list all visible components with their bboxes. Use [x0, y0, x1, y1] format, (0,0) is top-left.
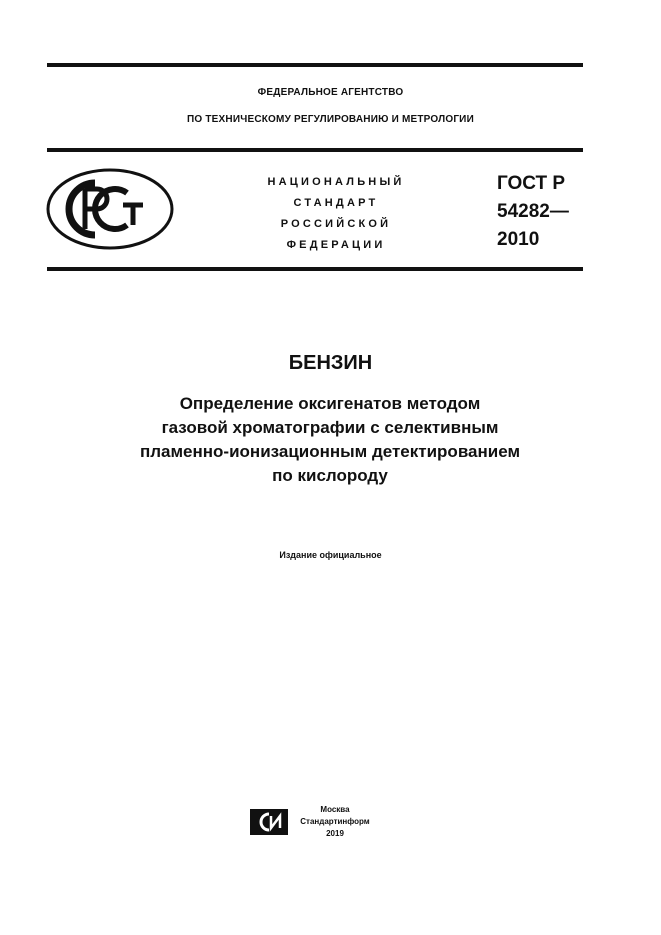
- subtitle-line: по кислороду: [272, 466, 388, 485]
- standartinform-logo-icon: [249, 808, 289, 836]
- edition-label: Издание официальное: [279, 550, 382, 560]
- agency-line-2: ПО ТЕХНИЧЕСКОМУ РЕГУЛИРОВАНИЮ И МЕТРОЛОГИИ: [187, 114, 474, 125]
- national-standard-line-1: НАЦИОНАЛЬНЫЙ: [267, 176, 405, 188]
- subtitle-line: Определение оксигенатов методом: [179, 394, 481, 413]
- rst-logo-icon: [45, 167, 175, 251]
- top-rule: [47, 63, 583, 67]
- subtitle-line: газовой хроматографии с селективным: [161, 418, 499, 437]
- publisher-city: Москва: [320, 805, 350, 814]
- document-subtitle: [90, 392, 570, 488]
- publisher-name: Стандартинформ: [300, 817, 370, 826]
- gost-number: [497, 170, 569, 254]
- header-bottom-rule: [47, 267, 583, 271]
- agency-line-1: ФЕДЕРАЛЬНОЕ АГЕНТСТВО: [257, 87, 404, 98]
- publisher-year: 2019: [326, 829, 344, 838]
- publisher-block: [294, 804, 376, 840]
- gost-line-3: 2010: [497, 229, 540, 250]
- gost-line-1: ГОСТ Р: [497, 173, 566, 194]
- header-rule: [47, 148, 583, 152]
- gost-line-2: 54282—: [497, 201, 569, 222]
- national-standard-line-2: СТАНДАРТ: [293, 197, 379, 209]
- national-standard-line-4: ФЕДЕРАЦИИ: [286, 239, 386, 251]
- national-standard-label: [236, 172, 436, 256]
- national-standard-line-3: РОССИЙСКОЙ: [280, 218, 392, 230]
- document-title: БЕНЗИН: [288, 352, 373, 374]
- subtitle-line: пламенно-ионизационным детектированием: [139, 442, 521, 461]
